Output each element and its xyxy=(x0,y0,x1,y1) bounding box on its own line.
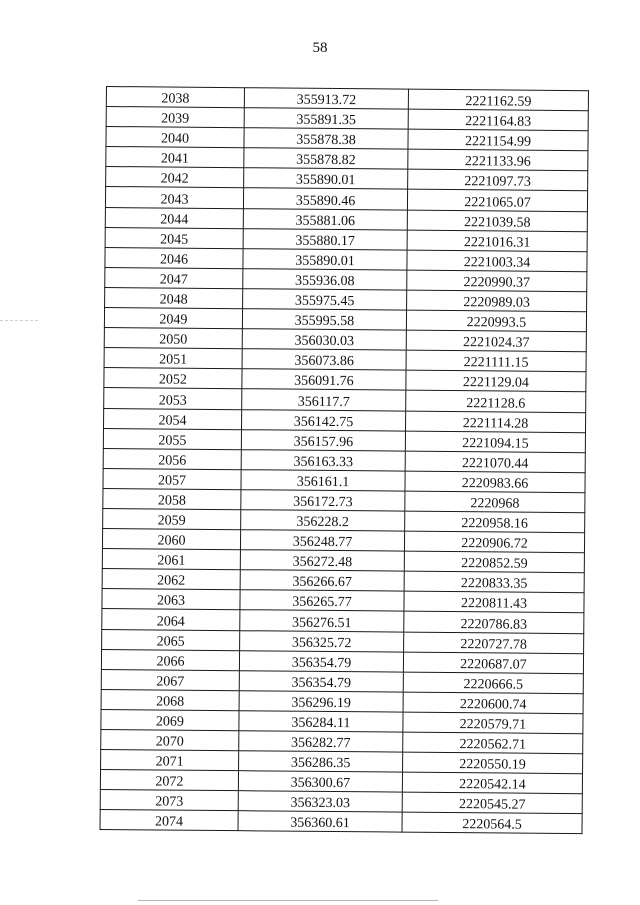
point-number-cell: 2050 xyxy=(104,328,242,349)
x-coordinate-cell: 356172.73 xyxy=(241,490,405,512)
point-number-cell: 2059 xyxy=(103,508,241,529)
x-coordinate-cell: 355913.72 xyxy=(244,88,408,110)
y-coordinate-cell: 2220786.83 xyxy=(404,612,584,634)
x-coordinate-cell: 356157.96 xyxy=(241,429,405,451)
y-coordinate-cell: 2221133.96 xyxy=(408,149,588,171)
point-number-cell: 2074 xyxy=(100,810,238,831)
y-coordinate-cell: 2220666.5 xyxy=(403,672,583,694)
x-coordinate-cell: 356325.72 xyxy=(240,630,404,652)
x-coordinate-cell: 356300.67 xyxy=(238,771,402,793)
point-number-cell: 2073 xyxy=(100,790,238,811)
point-number-cell: 2062 xyxy=(102,569,240,590)
y-coordinate-cell: 2220545.27 xyxy=(402,792,582,814)
x-coordinate-cell: 356163.33 xyxy=(241,449,405,471)
point-number-cell: 2045 xyxy=(105,227,243,248)
point-number-cell: 2067 xyxy=(101,669,239,690)
y-coordinate-cell: 2221094.15 xyxy=(405,431,585,453)
point-number-cell: 2058 xyxy=(103,488,241,509)
x-coordinate-cell: 356117.7 xyxy=(242,389,406,411)
point-number-cell: 2049 xyxy=(104,308,242,329)
point-number-cell: 2066 xyxy=(101,649,239,670)
y-coordinate-cell: 2220600.74 xyxy=(403,692,583,714)
point-number-cell: 2063 xyxy=(102,589,240,610)
page-number: 58 xyxy=(312,40,328,56)
y-coordinate-cell: 2221129.04 xyxy=(406,370,586,392)
coordinates-table xyxy=(100,86,589,835)
y-coordinate-cell: 2221097.73 xyxy=(408,170,588,192)
y-coordinate-cell: 2220990.37 xyxy=(407,270,587,292)
x-coordinate-cell: 356073.86 xyxy=(242,349,406,371)
x-coordinate-cell: 356323.03 xyxy=(238,791,402,813)
point-number-cell: 2070 xyxy=(101,729,239,750)
y-coordinate-cell: 2221114.28 xyxy=(406,411,586,433)
y-coordinate-cell: 2221111.15 xyxy=(406,350,586,372)
point-number-cell: 2046 xyxy=(105,247,243,268)
scan-artifact-line xyxy=(0,320,38,322)
point-number-cell: 2038 xyxy=(106,87,244,108)
x-coordinate-cell: 356354.79 xyxy=(239,650,403,672)
y-coordinate-cell: 2221016.31 xyxy=(407,230,587,252)
x-coordinate-cell: 355890.46 xyxy=(243,188,407,210)
y-coordinate-cell: 2220989.03 xyxy=(407,290,587,312)
scan-artifact-line xyxy=(138,900,438,901)
x-coordinate-cell: 356282.77 xyxy=(239,731,403,753)
point-number-cell: 2047 xyxy=(105,267,243,288)
x-coordinate-cell: 356142.75 xyxy=(242,409,406,431)
y-coordinate-cell: 2220833.35 xyxy=(404,571,584,593)
point-number-cell: 2053 xyxy=(104,388,242,409)
x-coordinate-cell: 355881.06 xyxy=(243,208,407,230)
y-coordinate-cell: 2221070.44 xyxy=(405,451,585,473)
x-coordinate-cell: 356284.11 xyxy=(239,711,403,733)
y-coordinate-cell: 2220564.5 xyxy=(402,812,582,834)
y-coordinate-cell: 2220542.14 xyxy=(402,772,582,794)
point-number-cell: 2069 xyxy=(101,709,239,730)
y-coordinate-cell: 2221065.07 xyxy=(407,190,587,212)
table-row xyxy=(100,810,582,834)
point-number-cell: 2065 xyxy=(102,629,240,650)
x-coordinate-cell: 356265.77 xyxy=(240,590,404,612)
x-coordinate-cell: 355890.01 xyxy=(244,168,408,190)
point-number-cell: 2048 xyxy=(105,287,243,308)
point-number-cell: 2060 xyxy=(102,529,240,550)
y-coordinate-cell: 2220993.5 xyxy=(406,310,586,332)
x-coordinate-cell: 356354.79 xyxy=(239,670,403,692)
x-coordinate-cell: 355890.01 xyxy=(243,248,407,270)
point-number-cell: 2044 xyxy=(105,207,243,228)
point-number-cell: 2052 xyxy=(104,368,242,389)
x-coordinate-cell: 356248.77 xyxy=(240,530,404,552)
x-coordinate-cell: 356272.48 xyxy=(240,550,404,572)
y-coordinate-cell: 2220727.78 xyxy=(404,632,584,654)
x-coordinate-cell: 355975.45 xyxy=(243,289,407,311)
x-coordinate-cell: 356161.1 xyxy=(241,469,405,491)
x-coordinate-cell: 355880.17 xyxy=(243,228,407,250)
x-coordinate-cell: 356276.51 xyxy=(240,610,404,632)
x-coordinate-cell: 356030.03 xyxy=(242,329,406,351)
y-coordinate-cell: 2220968 xyxy=(405,491,585,513)
point-number-cell: 2039 xyxy=(106,107,244,128)
point-number-cell: 2061 xyxy=(102,549,240,570)
y-coordinate-cell: 2221164.83 xyxy=(408,109,588,131)
x-coordinate-cell: 356296.19 xyxy=(239,690,403,712)
point-number-cell: 2064 xyxy=(102,609,240,630)
point-number-cell: 2043 xyxy=(105,187,243,208)
y-coordinate-cell: 2221039.58 xyxy=(407,210,587,232)
x-coordinate-cell: 355995.58 xyxy=(242,309,406,331)
y-coordinate-cell: 2220983.66 xyxy=(405,471,585,493)
x-coordinate-cell: 356286.35 xyxy=(239,751,403,773)
x-coordinate-cell: 355878.82 xyxy=(244,148,408,170)
point-number-cell: 2056 xyxy=(103,448,241,469)
point-number-cell: 2041 xyxy=(106,147,244,168)
point-number-cell: 2051 xyxy=(104,348,242,369)
y-coordinate-cell: 2220811.43 xyxy=(404,591,584,613)
y-coordinate-cell: 2220562.71 xyxy=(403,732,583,754)
point-number-cell: 2072 xyxy=(100,770,238,791)
point-number-cell: 2040 xyxy=(106,127,244,148)
x-coordinate-cell: 355936.08 xyxy=(243,269,407,291)
coordinates-table-body xyxy=(100,87,588,835)
point-number-cell: 2054 xyxy=(104,408,242,429)
y-coordinate-cell: 2221128.6 xyxy=(406,391,586,413)
y-coordinate-cell: 2220852.59 xyxy=(404,551,584,573)
y-coordinate-cell: 2220958.16 xyxy=(405,511,585,533)
y-coordinate-cell: 2220579.71 xyxy=(403,712,583,734)
point-number-cell: 2071 xyxy=(101,750,239,771)
x-coordinate-cell: 356228.2 xyxy=(241,510,405,532)
point-number-cell: 2068 xyxy=(101,689,239,710)
y-coordinate-cell: 2220906.72 xyxy=(404,531,584,553)
y-coordinate-cell: 2220550.19 xyxy=(403,752,583,774)
y-coordinate-cell: 2221154.99 xyxy=(408,129,588,151)
point-number-cell: 2057 xyxy=(103,468,241,489)
x-coordinate-cell: 355878.38 xyxy=(244,128,408,150)
x-coordinate-cell: 356360.61 xyxy=(238,811,402,833)
x-coordinate-cell: 356266.67 xyxy=(240,570,404,592)
point-number-cell: 2055 xyxy=(103,428,241,449)
x-coordinate-cell: 355891.35 xyxy=(244,108,408,130)
y-coordinate-cell: 2220687.07 xyxy=(403,652,583,674)
y-coordinate-cell: 2221003.34 xyxy=(407,250,587,272)
x-coordinate-cell: 356091.76 xyxy=(242,369,406,391)
y-coordinate-cell: 2221024.37 xyxy=(406,330,586,352)
y-coordinate-cell: 2221162.59 xyxy=(408,89,588,111)
point-number-cell: 2042 xyxy=(106,167,244,188)
